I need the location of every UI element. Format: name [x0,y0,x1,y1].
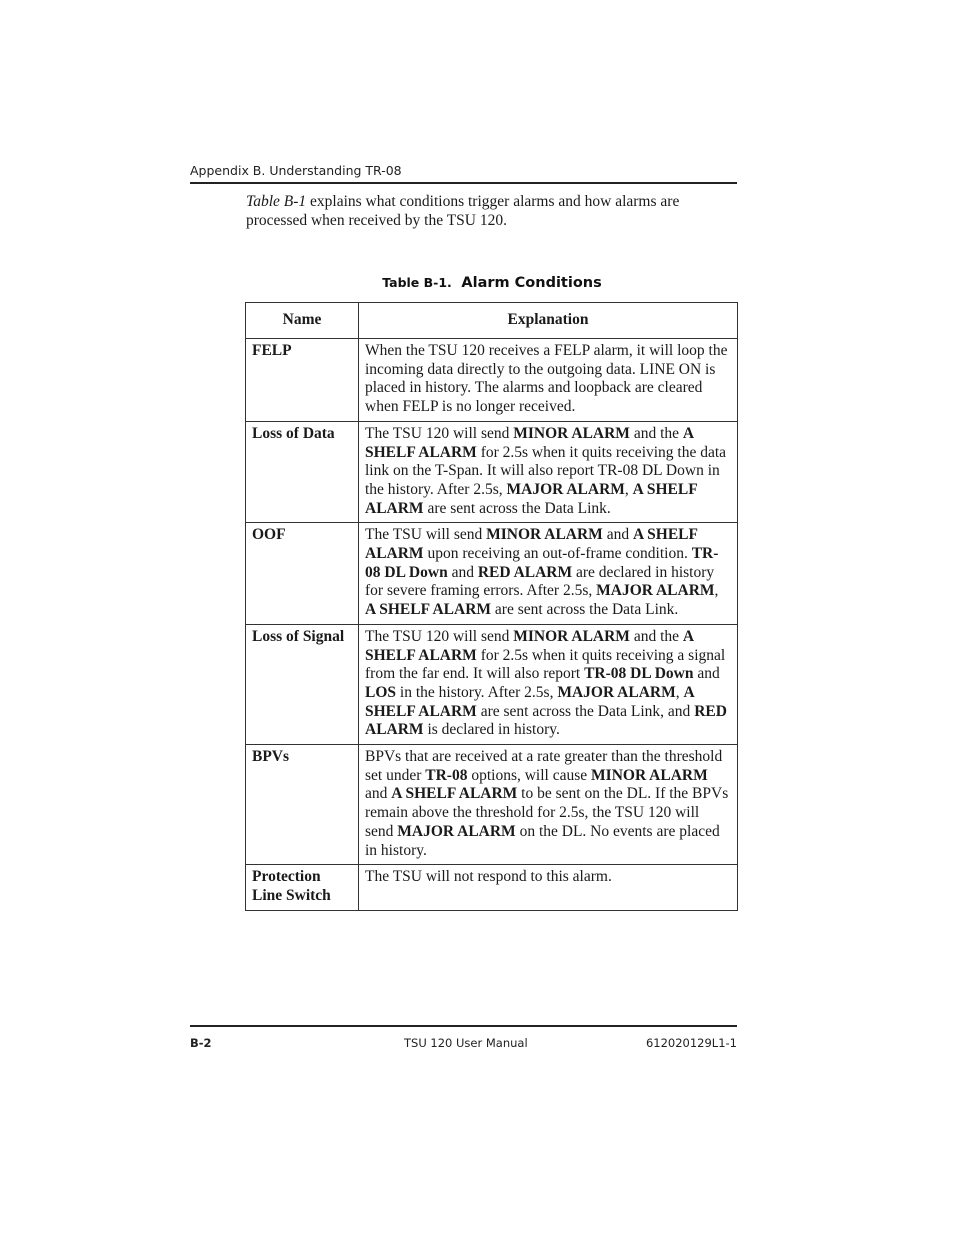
explanation-text: , [624,480,633,498]
alarm-term: A SHELF ALARM [365,526,701,563]
alarm-term: A SHELF ALARM [365,480,701,517]
alarm-term: A SHELF ALARM [391,785,518,803]
column-header-name: Name [246,303,359,339]
explanation-text: on the DL. No events are placed in history. [365,822,724,859]
alarm-explanation-cell [359,624,738,744]
table-row [246,421,738,523]
table-caption [246,272,738,291]
explanation-text: in the history. After 2.5s, [396,683,558,701]
explanation-text: options, will cause [467,766,592,784]
footer-manual-title: TSU 120 User Manual [404,1036,528,1050]
alarm-term: A SHELF ALARM [365,601,492,619]
alarm-explanation-cell [359,339,738,422]
alarm-name-cell: BPVs [246,745,359,865]
alarm-explanation-cell [359,865,738,910]
table-row [246,624,738,744]
table-row [246,745,738,865]
explanation-text: is declared in history. [423,721,560,739]
alarm-term: MINOR ALARM [591,766,708,784]
alarm-term: MAJOR ALARM [506,480,625,498]
alarm-name-cell: FELP [246,339,359,422]
alarm-explanation-cell [359,523,738,625]
alarm-term: MAJOR ALARM [397,822,516,840]
alarm-term: TR-08 DL Down [365,545,719,581]
alarm-term: MAJOR ALARM [596,582,715,600]
alarm-term: TR-08 DL Down [584,665,694,683]
alarm-name-cell: Protection Line Switch [246,865,359,910]
table-reference: Table B-1 [246,193,307,210]
alarm-term: A SHELF ALARM [365,627,698,664]
table-row [246,523,738,625]
explanation-text: for 2.5s when it quits receiving a signal from the far end. It will also report [365,646,730,683]
explanation-text: are sent across the Data Link. [423,499,611,517]
alarm-term: MINOR ALARM [513,627,630,645]
explanation-text: and [447,563,478,581]
alarm-conditions-table [245,302,738,911]
alarm-name-cell: OOF [246,523,359,625]
table-row [246,339,738,422]
explanation-text: The TSU 120 will send [365,627,514,645]
explanation-text: for 2.5s when it quits receiving the data link on the T-Span. It will also report TR-08 DL Down in the history. After 2.5s, [365,443,730,498]
running-head: Appendix B. Understanding TR-08 [190,163,402,178]
alarm-term: MAJOR ALARM [557,683,676,701]
alarm-term: MINOR ALARM [513,424,630,442]
alarm-term: RED ALARM [365,702,730,739]
alarm-term: RED ALARM [477,563,573,581]
table-caption-number: Table B-1. [382,275,452,290]
explanation-text: BPVs that are received at a rate greater than the threshold set under [365,748,727,784]
explanation-text: upon receiving an out-of-frame condition. [423,545,692,563]
alarm-term: MINOR ALARM [486,526,603,544]
explanation-text: The TSU will send [365,526,487,544]
explanation-text: are declared in history for severe framing errors. After 2.5s, [365,563,719,600]
explanation-text: , [675,683,684,701]
explanation-text: to be sent on the DL. If the BPVs remain above the threshold for 2.5s, the TSU 120 will send [365,785,733,840]
explanation-text: and [602,526,633,544]
column-header-explanation: Explanation [359,303,738,339]
explanation-text: are sent across the Data Link. [491,601,679,619]
footer-part-number: 612020129L1-1 [645,1036,737,1050]
table-caption-title: Alarm Conditions [461,275,602,291]
alarm-explanation-cell [359,421,738,523]
alarm-name-cell: Loss of Data [246,421,359,523]
alarm-name-cell: Loss of Signal [246,624,359,744]
alarm-term: A SHELF ALARM [365,683,698,720]
table-row [246,865,738,910]
alarm-term: A SHELF ALARM [365,424,698,461]
alarm-explanation-cell [359,745,738,865]
footer-page-number: B-2 [190,1036,212,1050]
footer-rule [190,1025,737,1027]
explanation-text: The TSU will not respond to this alarm. [365,868,612,886]
explanation-text: and [693,665,724,683]
intro-text: explains what conditions trigger alarms and how alarms are processed when received by the TSU 120. [246,193,680,229]
explanation-text: , [714,582,723,600]
header-rule [190,182,737,184]
intro-paragraph [246,192,738,230]
explanation-text: and the [629,424,683,442]
explanation-text: and [365,766,712,803]
table-header-row [246,303,738,339]
alarm-term: LOS [365,683,397,701]
table-body [246,339,738,911]
explanation-text: The TSU 120 will send [365,424,514,442]
explanation-text: When the TSU 120 receives a FELP alarm, it will loop the incoming data directly to the outgoing data. LINE ON is placed in history. The alarms and loopback are cleared when FELP is no longer received. [365,342,732,416]
explanation-text: are sent across the Data Link, and [476,702,695,720]
alarm-term: TR-08 [425,766,468,784]
explanation-text: and the [629,627,683,645]
